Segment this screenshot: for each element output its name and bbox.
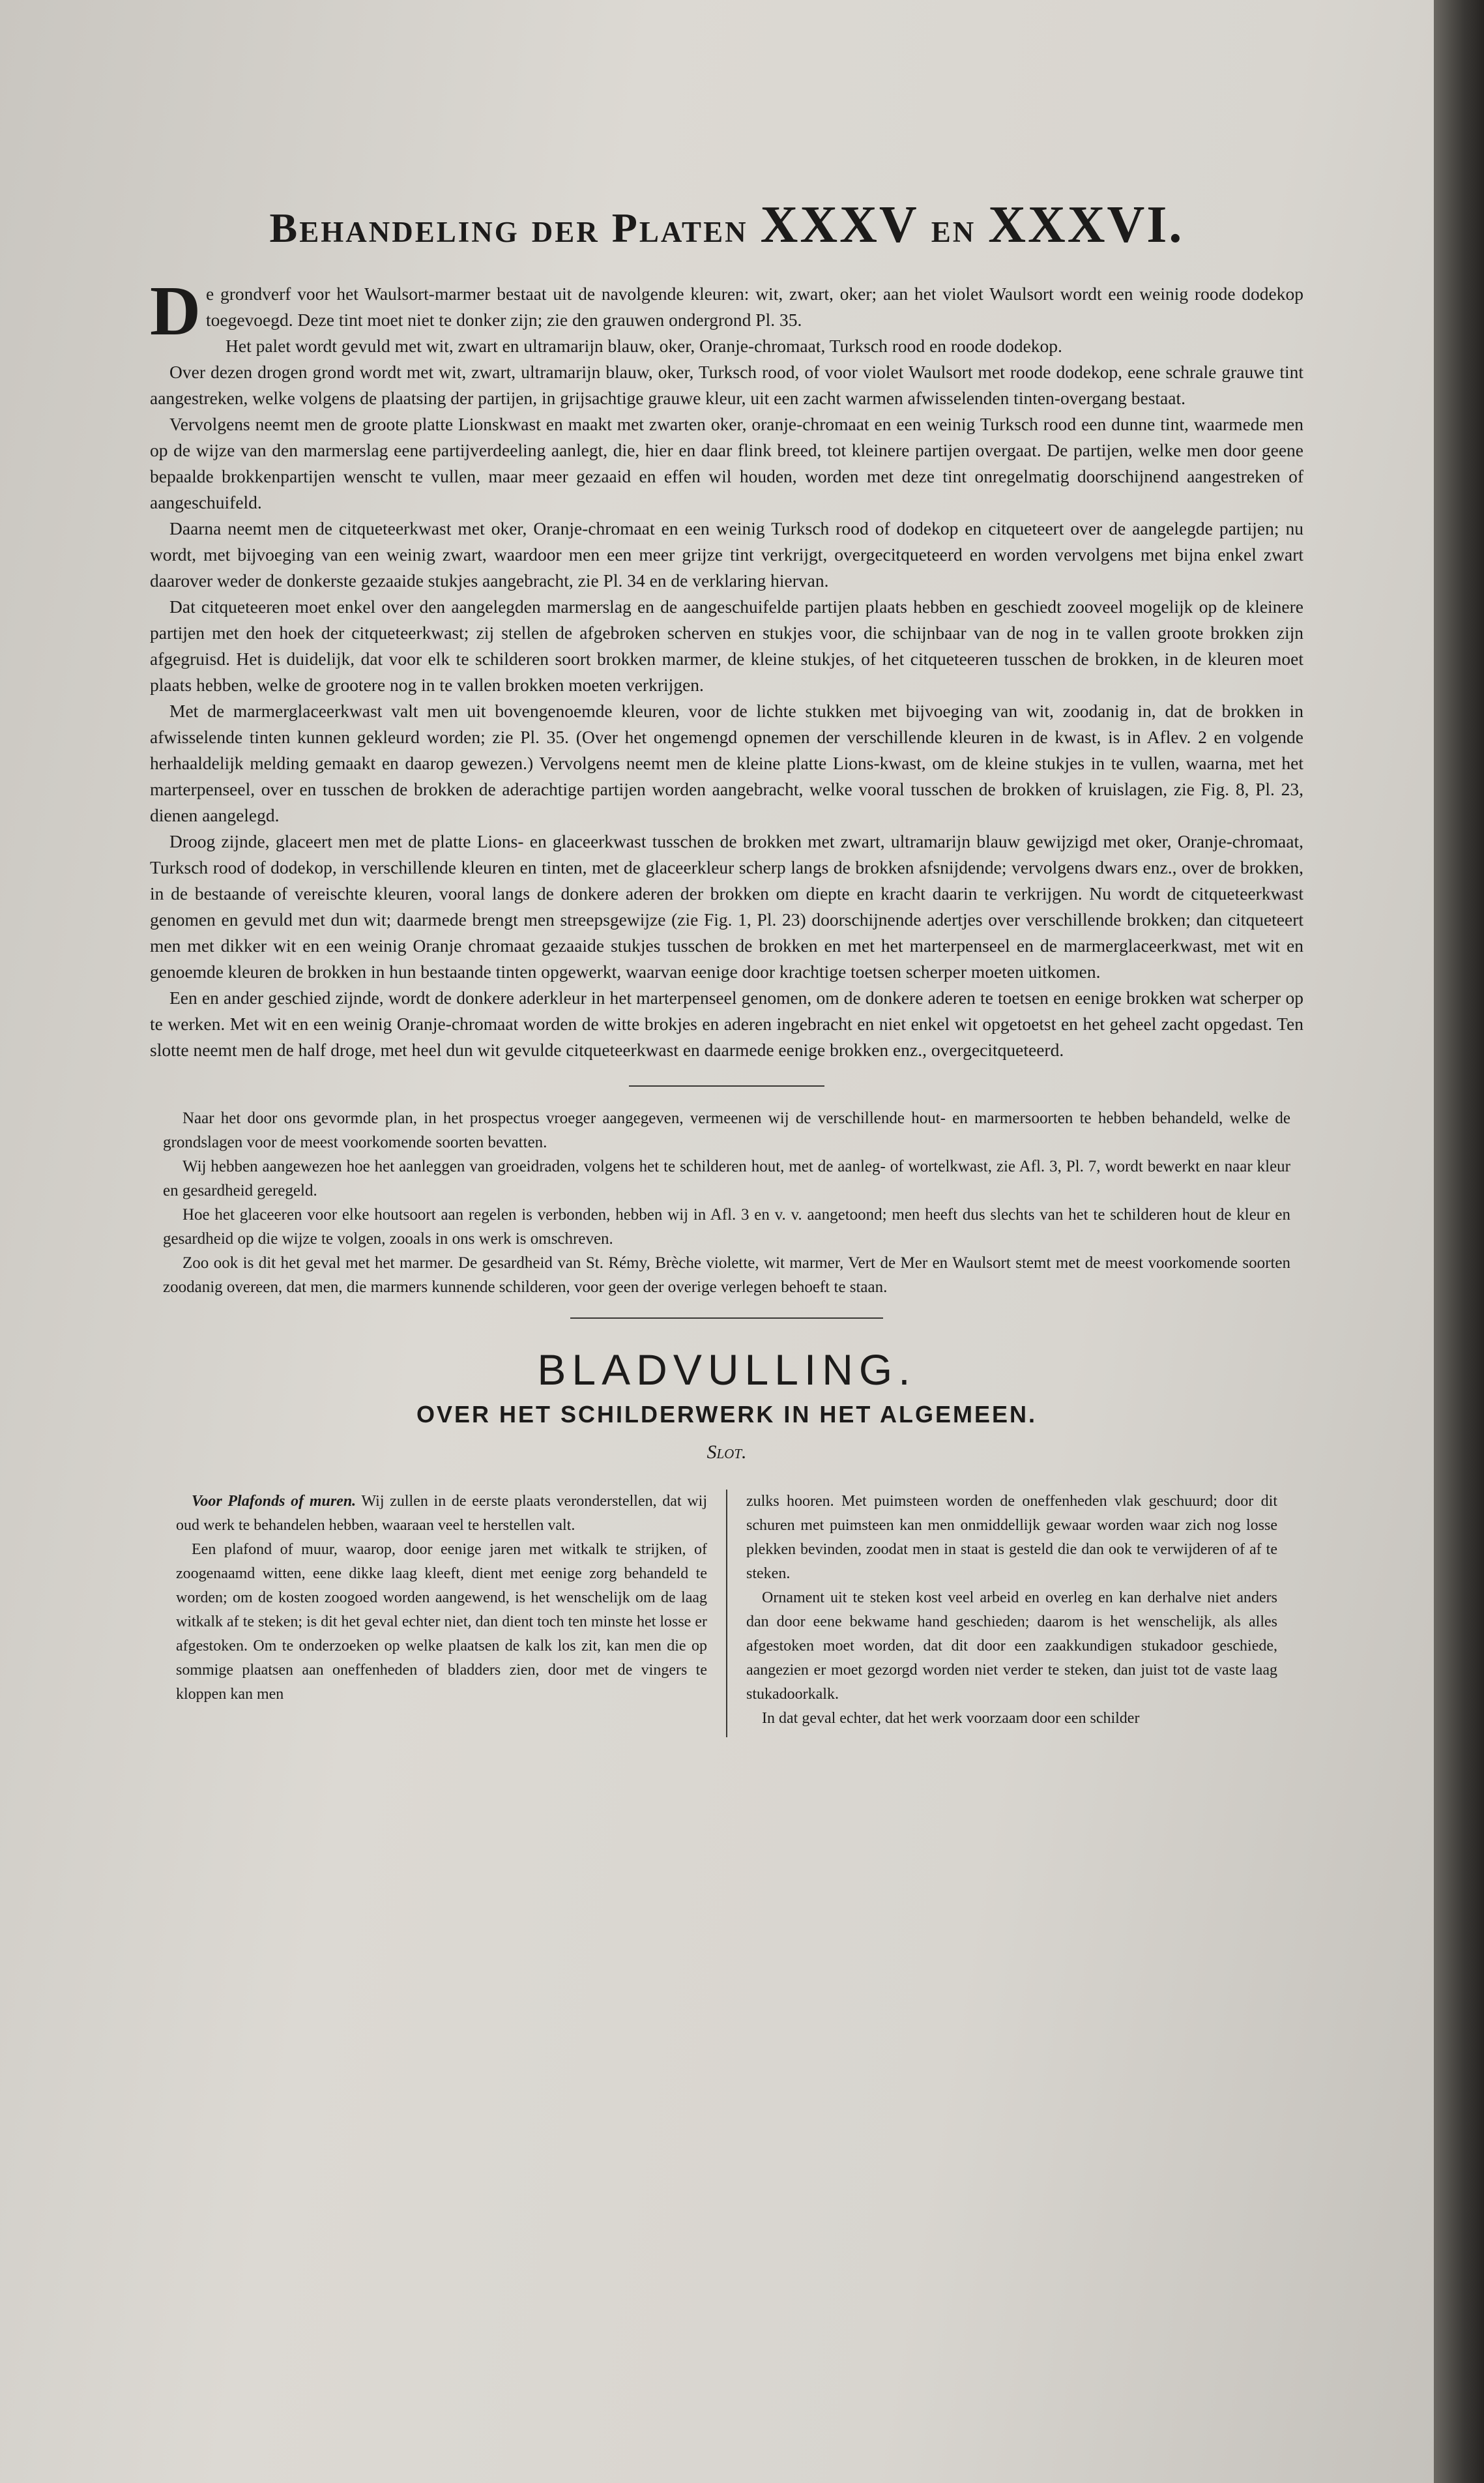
document-content [150,196,1303,1731]
book-edge [1434,0,1484,2483]
left-column [176,1490,707,1731]
paragraph-7: Met de marmerglaceerkwast valt men uit bovengenoemde kleuren, voor de lichte stukken met bijvoeging van wit, zoodanig in, dat de brokken in afwisselende tinten kunnen gekleurd worden; zie Pl. 35. (Over het ongemengd opnemen der verschillende kleuren in de kwast, is in Aflev. 2 en volgende herhaaldelijk melding gemaakt en daarop gewezen.) Vervolgens neemt men de kleine platte Lions-kwast, om de kleine stukjes in te vullen, waarna, met het marterpenseel, over en tusschen de brokken de aderachtige partijen worden aangebracht, welke vooral tusschen de brokken of kruislagen, zie Fig. 8, Pl. 23, dienen aangelegd. [150,701,1303,825]
title-mid: en [918,205,989,251]
paragraph-4: Vervolgens neemt men de groote platte Lionskwast en maakt met zwarten oker, oranje-chromaat en een weinig Turksch rood een dunne tint, waarmede men op de wijze van den marmerslag eene partijverdeeling aanlegt, die, hier en daar flink breed, tot kleinere partijen overgaat. De partijen, welke men door geene bepaalde brokkenpartijen wenscht te vullen, maar meer gezaaid en effen wil houden, worden met deze tint onregelmatig doorschijnend aangestreken of aangeschuifeld. [150,414,1303,512]
title-numerals-2: XXXVI. [988,196,1184,254]
bladvulling-heading: BLADVULLING. [537,1345,916,1394]
left-paragraph-1-text: Wij zullen in de eerste plaats veronderstellen, dat wij oud werk te behandelen hebben, waaraan veel te herstellen valt. [176,1493,708,1534]
paragraph-2: Het palet wordt gevuld met wit, zwart en ultramarijn blauw, oker, Oranje-chromaat, Turksch rood en roode dodekop. [226,336,1062,356]
right-column [746,1490,1277,1731]
right-paragraph-1: zulks hooren. Met puimsteen worden de oneffenheden vlak geschuurd; door dit schuren met puimsteen kan men onmiddellijk gewaar worden waar zich nog losse plekken bevinden, zoodat men in staat is gesteld die dan ook te verwijderen of af te steken. [746,1493,1277,1582]
title-numerals: XXXV [760,196,919,254]
paragraph-9: Een en ander geschied zijnde, wordt de donkere aderkleur in het marterpenseel genomen, om de donkere aderen te toetsen en eenige brokken wat scherper op te werken. Met wit en een weinig Oranje-chromaat worden de witte brokjes en aderen ingebracht en niet enkel wit opgetoetst en het geheel zacht opgedast. Ten slotte neemt men de half droge, met heel dun wit gevulde citqueteerkwast en daarmede eenige brokken enz., overgecitqueteerd. [150,988,1303,1060]
left-paragraph-2: Een plafond of muur, waarop, door eenige jaren met witkalk te strijken, of zoogenaamd witten, eene dikke laag kleeft, dient met eenige zorg behandeld te worden; om de kosten zoogoed worden aangewend, is het wenschelijk om de laag witkalk af te steken; is dit het geval echter niet, dan dient toch ten minste het losse er afgestoken. Om te onderzoeken op welke plaatsen de kalk los zit, kan men die op sommige plaatsen aan oneffenheden of bladders zien, door met de vingers te kloppen kan men [176,1541,707,1703]
right-paragraph-3: In dat geval echter, dat het werk voorzaam door een schilder [762,1710,1140,1727]
bladvulling-slot: Slot. [706,1441,747,1463]
left-lead: Voor Plafonds of muren. [192,1493,356,1510]
title-pre: Behandeling der Platen [269,205,761,251]
column-divider [726,1490,727,1737]
closing-paragraph-4: Zoo ook is dit het geval met het marmer. De gesardheid van St. Rémy, Brèche violette, wit marmer, Vert de Mer en Waulsort stemt met de meest voorkomende soorten zoodanig overeen, dat men, die marmers kunnende schilderen, voor geen der overige verlegen behoeft te staan. [163,1254,1290,1296]
closing-paragraph-3: Hoe het glaceeren voor elke houtsoort aan regelen is verbonden, hebben wij in Afl. 3 en v. v. aangetoond; men heeft dus slechts van het te schilderen hout de kleur en gesardheid op die wijze te volgen, zooals in ons werk is omschreven. [163,1206,1290,1248]
left-paragraph-1 [176,1490,707,1538]
section-divider-2 [570,1317,883,1319]
bladvulling-subheading: OVER HET SCHILDERWERK IN HET ALGEMEEN. [416,1401,1038,1428]
section-1 [150,272,1303,1063]
right-paragraph-2: Ornament uit te steken kost veel arbeid en overleg en kan derhalve niet anders dan door eene bekwame hand geschieden; daarom is het wenschelijk, als alles afgestoken moet worden, dat dit door een zaakkundigen stukadoor geschiede, aangezien er moet gezorgd worden niet verder te steken, dan juist tot de vaste laag stukadoorkalk. [746,1589,1277,1703]
section-2 [150,1106,1303,1299]
drop-cap: D [150,272,201,350]
paragraph-6: Dat citqueteeren moet enkel over den aangelegden marmerslag en de aangeschuifelde partijen plaats hebben en geschiedt zooveel mogelijk op de kleinere partijen met den hoek der citqueteerkwast; zij stellen de afgebroken scherven en stukjes voor, die schijnbaar van de nog in te vallen groote brokken zijn afgegruisd. Het is duidelijk, dat voor elk te schilderen soort brokken marmer, de kleine stukjes, of het citqueteeren tusschen de brokken, in de kleuren moet plaats hebben, welke de grootere nog in te vallen brokken moeten verkrijgen. [150,596,1303,695]
closing-paragraph-1: Naar het door ons gevormde plan, in het prospectus vroeger aangegeven, vermeenen wij de verschillende hout- en marmersoorten te hebben behandeld, welke de grondslagen voor de meest voorkomende soorten bevatten. [163,1109,1290,1151]
paragraph-1-text: e grondverf voor het Waulsort-marmer bestaat uit de navolgende kleuren: wit, zwart, oker; aan het violet Waulsort wordt een weinig roode dodekop toegevoegd. Deze tint moet niet te donker zijn; zie den grauwen ondergrond Pl. 35. [206,284,1303,330]
paragraph-5: Daarna neemt men de citqueteerkwast met oker, Oranje-chromaat en een weinig Turksch rood of dodekop en citqueteert over de aangelegde partijen; nu wordt, met bijvoeging van een weinig zwart, waardoor men een meer grijze tint verkrijgt, overgecitqueteerd en worden vervolgens met bijna enkel zwart daarover weder de donkerste gezaaide stukjes aangebracht, zie Pl. 34 en de verklaring hiervan. [150,518,1303,591]
paragraph-8: Droog zijnde, glaceert men met de platte Lions- en glaceerkwast tusschen de brokken met zwart, ultramarijn blauw gewijzigd met oker, Oranje-chromaat, Turksch rood of dodekop, in verschillende kleuren en tinten, met de glaceerkleur scherp langs de brokken afsnijdende; vervolgens dwars enz., over de brokken, in de bestaande of vereischte kleuren, vooral langs de donkere aderen der brokken om diepte en kracht daarin te verkrijgen. Nu wordt de citqueteerkwast genomen en gevuld met dun wit; daarmede brengt men streepsgewijze (zie Fig. 1, Pl. 23) doorschijnende adertjes over verschillende brokken; dan citqueteert men met dikker wit en een weinig Oranje chromaat gezaaide stukjes tusschen de brokken en met het marterpenseel en de marmerglaceerkwast, met wit en genoemde kleuren de brokken in hun bestaande tinten opgewerkt, waarvan eenige door krachtige toetsen scherper moeten uitkomen. [150,831,1303,982]
paragraph-3: Over dezen drogen grond wordt met wit, zwart, ultramarijn blauw, oker, Turksch rood, of voor violet Waulsort met roode dodekop, eene schrale grauwe tint aangestreken, welke volgens de plaatsing der partijen, in grijsachtige grauwe kleur, uit een zacht warmen afwisselenden tinten-overgang bestaat. [150,362,1303,408]
page-title [150,196,1303,255]
section-divider [629,1085,824,1087]
two-column-text [150,1490,1303,1731]
closing-paragraph-2: Wij hebben aangewezen hoe het aanleggen van groeidraden, volgens het te schilderen hout, met de aanleg- of wortelkwast, zie Afl. 3, Pl. 7, wordt bewerkt en naar kleur en gesardheid geregeld. [163,1158,1290,1199]
